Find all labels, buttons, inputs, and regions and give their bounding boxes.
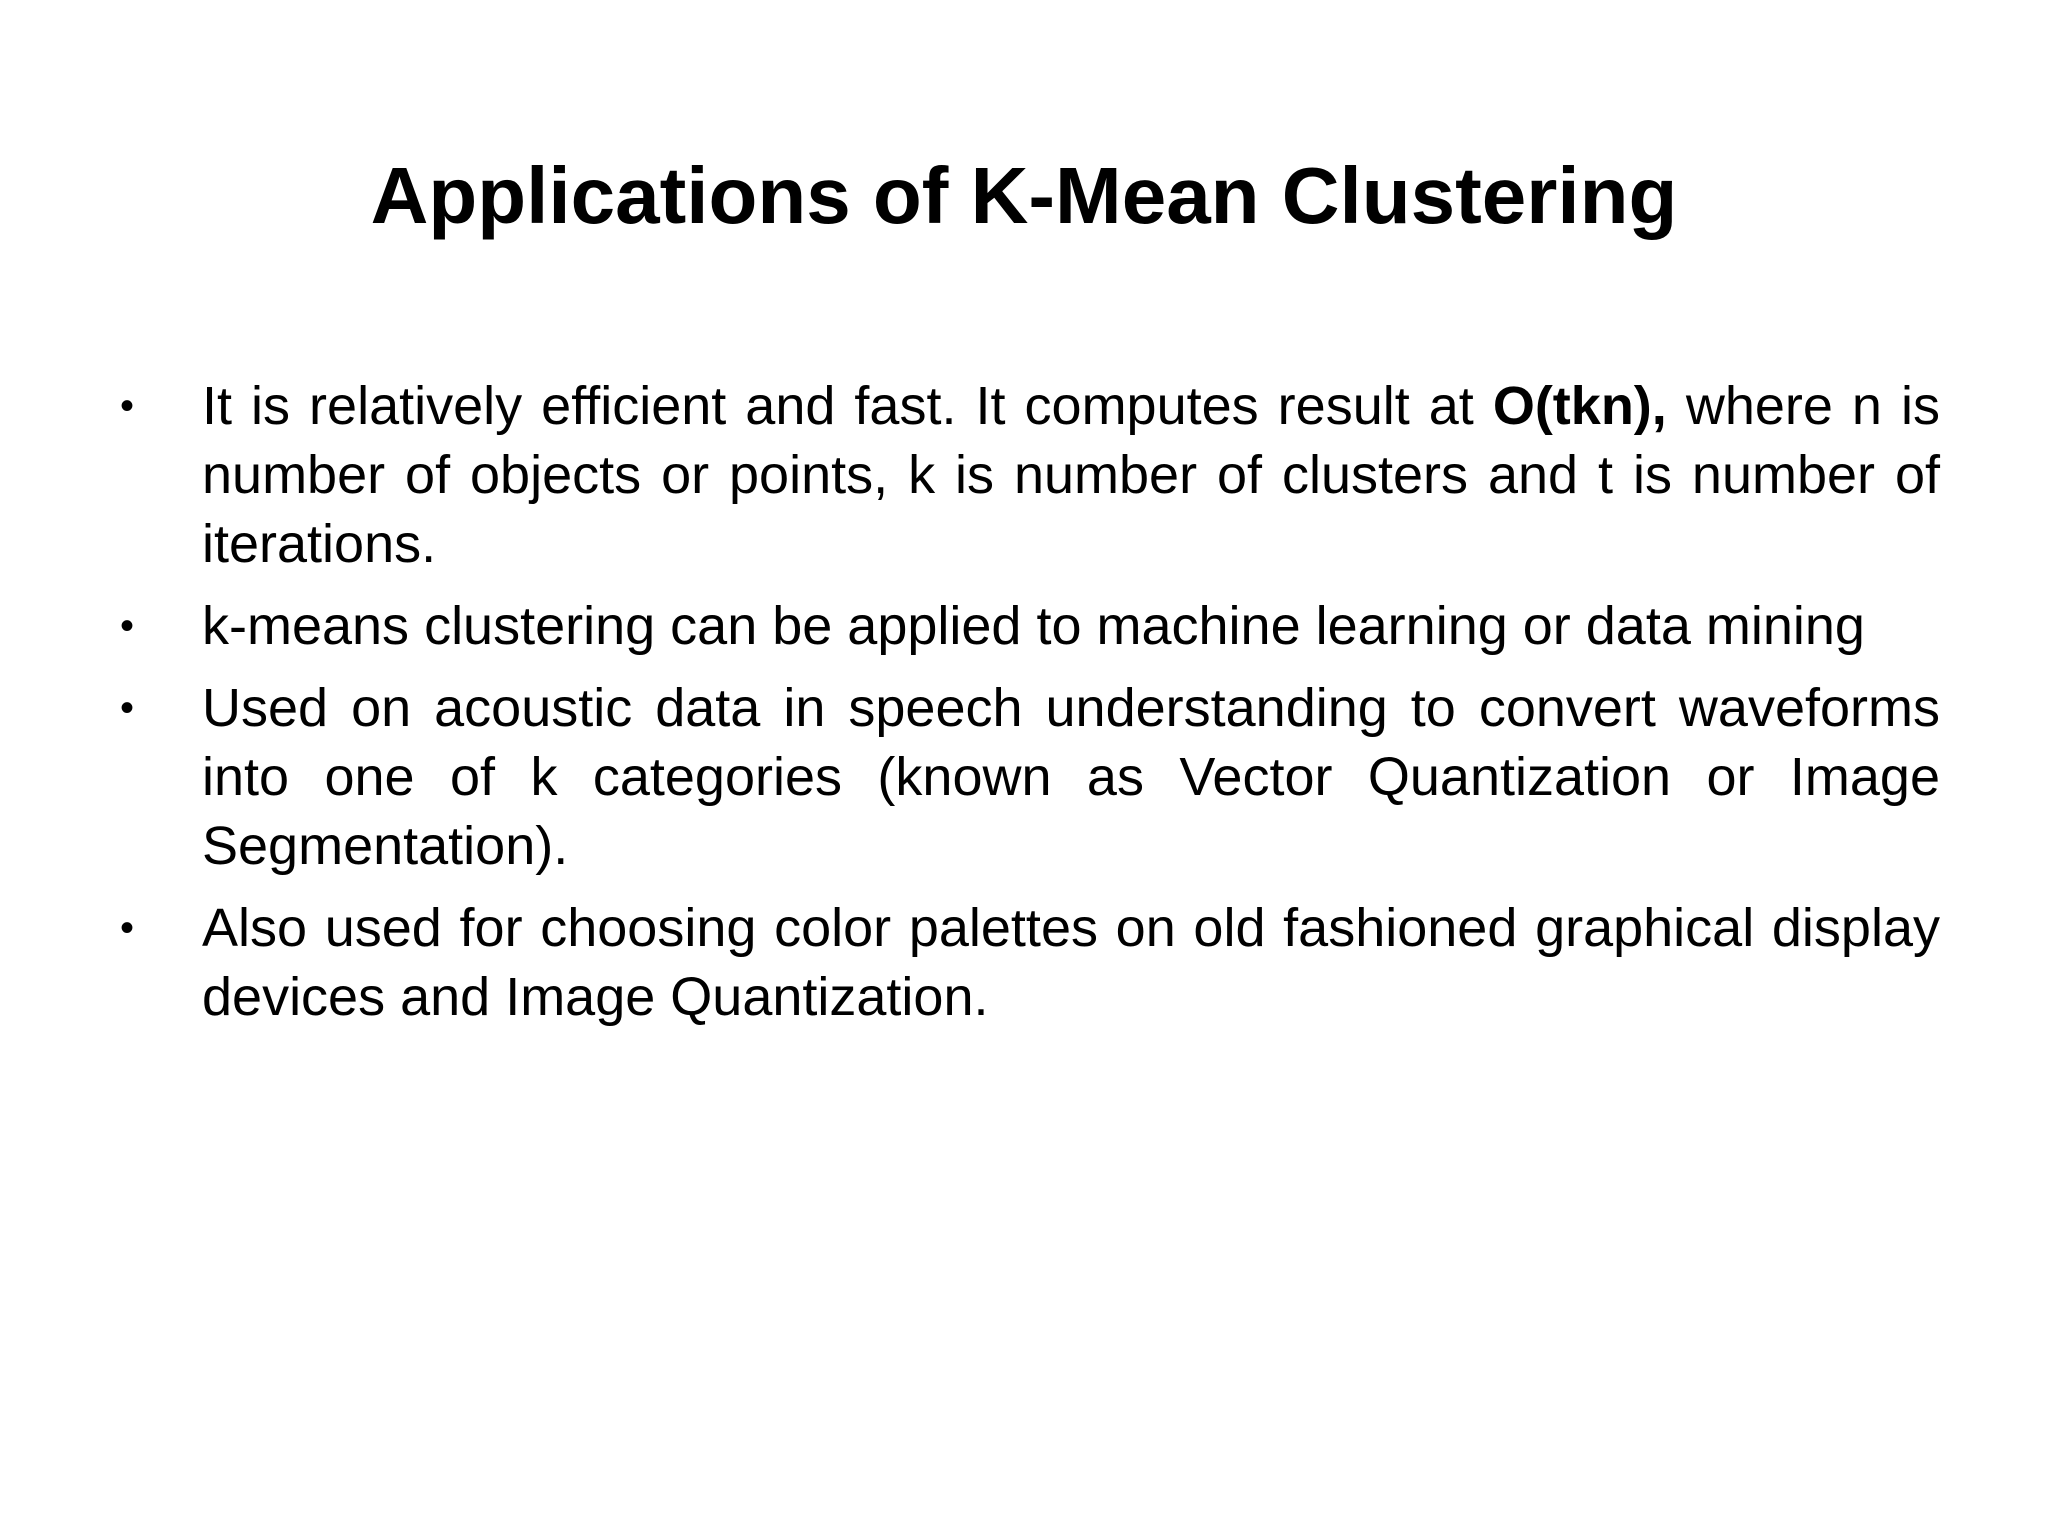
bullet-marker: • xyxy=(120,906,135,950)
bullet-item xyxy=(120,372,1940,579)
bullet-item xyxy=(120,674,1940,881)
bullet-text-part: It is relatively efficient and fast. It computes result at xyxy=(202,376,1493,436)
bullet-text-bold: O(tkn), xyxy=(1492,376,1667,436)
bullet-list xyxy=(120,372,1940,1045)
bullet-item xyxy=(120,894,1940,1032)
bullet-text: Used on acoustic data in speech understanding to convert waveforms into one of k categories (known as Vector Quantization or Image Segmentation). xyxy=(202,678,1940,876)
bullet-marker: • xyxy=(120,686,135,730)
bullet-text xyxy=(202,376,1940,574)
bullet-text: k-means clustering can be applied to machine learning or data mining xyxy=(202,596,1865,656)
slide-title: Applications of K-Mean Clustering xyxy=(370,151,1678,240)
bullet-item xyxy=(120,592,1940,661)
bullet-marker: • xyxy=(120,384,135,428)
bullet-text-part: where n is number of objects or points, k is number of clusters and t is number of iterations. xyxy=(202,376,1940,574)
bullet-marker: • xyxy=(120,604,135,648)
bullet-text: Also used for choosing color palettes on old fashioned graphical display devices and Image Quantization. xyxy=(202,898,1940,1027)
